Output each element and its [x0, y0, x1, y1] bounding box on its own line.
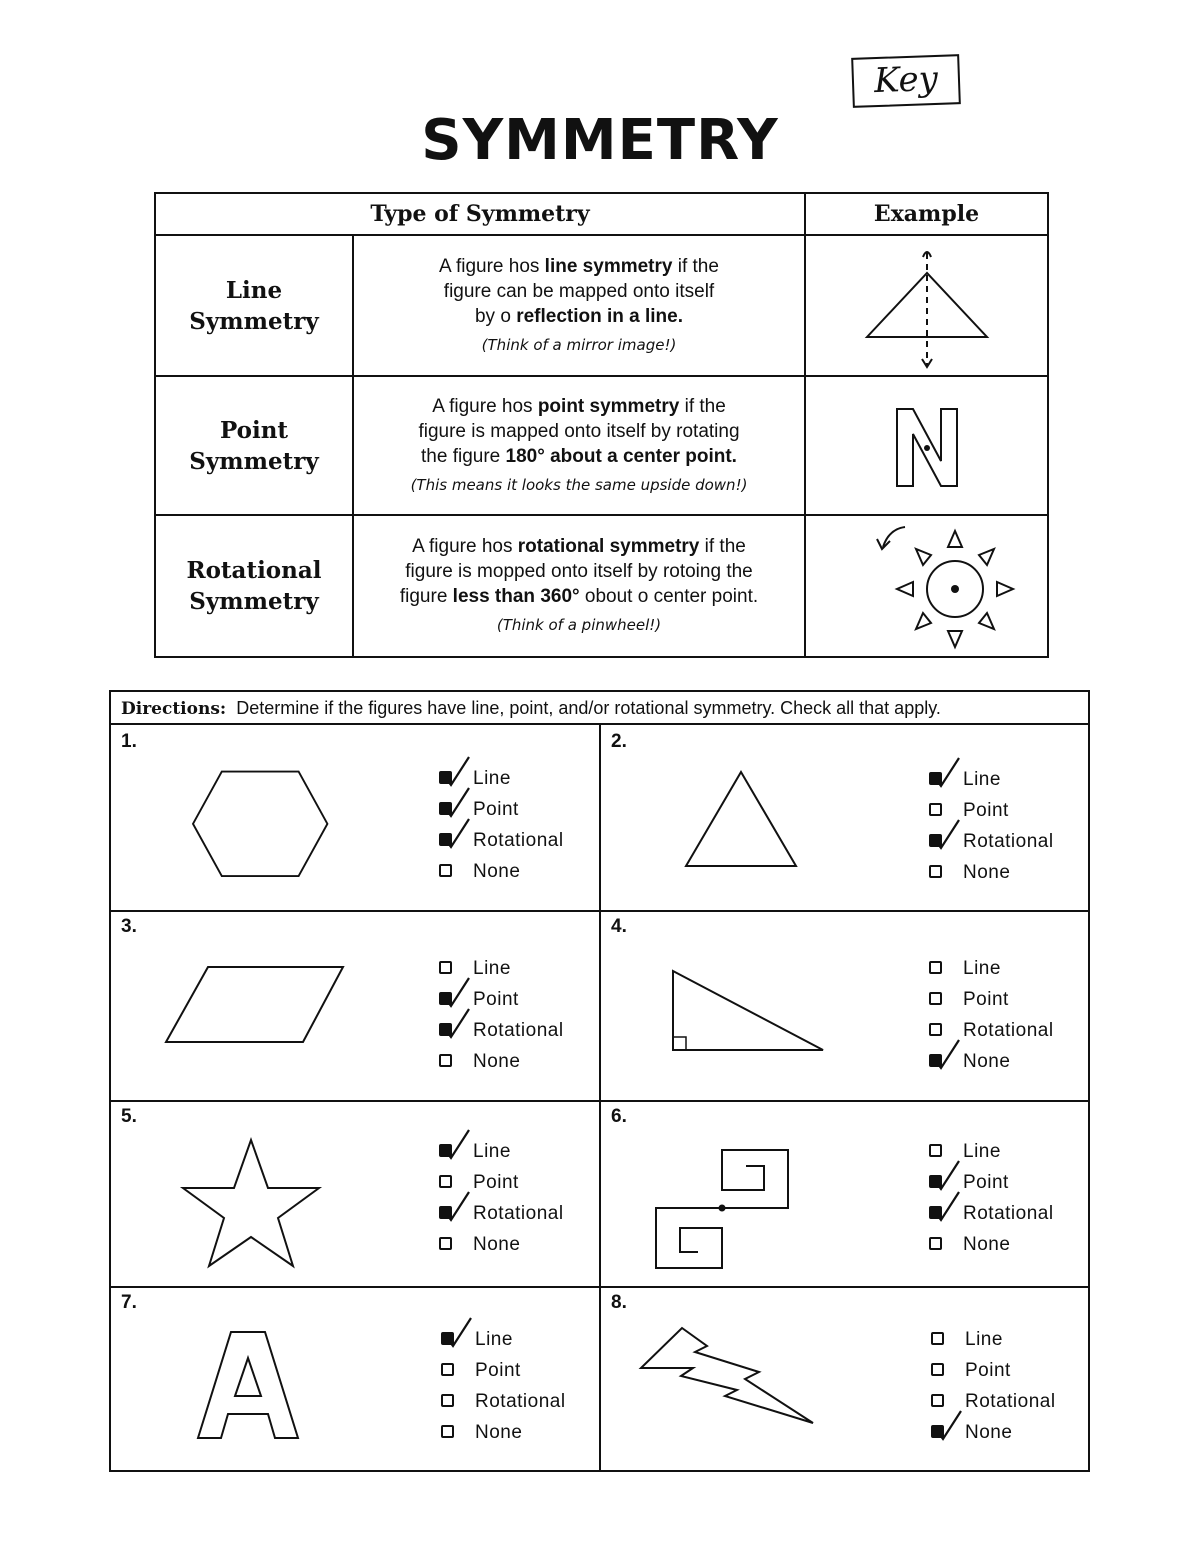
- check-mark-icon: [443, 1007, 471, 1041]
- option-label: Point: [475, 1360, 521, 1381]
- symmetry-options: [931, 1324, 1056, 1448]
- triangle-icon: [684, 767, 814, 872]
- option-label: Point: [965, 1360, 1011, 1381]
- exercise-cell: [111, 1288, 599, 1470]
- exercise-number: 3.: [121, 916, 137, 937]
- symmetry-options: [929, 1136, 1054, 1260]
- symmetry-options: [441, 1324, 566, 1448]
- checkbox[interactable]: [439, 1054, 452, 1067]
- option-label: Rotational: [473, 1020, 564, 1041]
- option-label: Rotational: [475, 1391, 566, 1412]
- option-rotational[interactable]: [929, 826, 1054, 857]
- page-title: SYMMETRY: [421, 108, 779, 173]
- option-label: Point: [473, 1172, 519, 1193]
- option-label: None: [963, 1051, 1011, 1072]
- option-label: Line: [473, 768, 511, 789]
- option-line[interactable]: [931, 1324, 1056, 1355]
- option-label: Point: [963, 800, 1009, 821]
- key-stamp: Key: [851, 54, 961, 108]
- checkbox[interactable]: [441, 1425, 454, 1438]
- check-mark-icon: [933, 1190, 961, 1224]
- checkbox[interactable]: [929, 1144, 942, 1157]
- exercise-cell: [601, 912, 1088, 1100]
- point-symmetry-definition: A figure hos point symmetry if the figure is mapped onto itself by rotating the figure 180° about a center point. (This means it looks the same upside down!): [353, 376, 805, 515]
- option-label: None: [473, 1051, 521, 1072]
- option-rotational[interactable]: [439, 1015, 564, 1046]
- right-triangle-icon: [669, 967, 829, 1057]
- option-none[interactable]: [439, 856, 564, 887]
- option-label: Rotational: [965, 1391, 1056, 1412]
- option-line[interactable]: [929, 764, 1054, 795]
- checkbox[interactable]: [929, 992, 942, 1005]
- checkbox[interactable]: [931, 1332, 944, 1345]
- symmetry-options: [439, 953, 564, 1077]
- rotational-symmetry-definition: A figure hos rotational symmetry if the figure is mopped onto itself by rotoing the figure less than 360° obout o center point. (Think of a pinwheel!): [353, 515, 805, 657]
- exercise-number: 4.: [611, 916, 627, 937]
- option-label: Line: [965, 1329, 1003, 1350]
- option-label: Line: [473, 958, 511, 979]
- lightning-bolt-icon: [637, 1324, 817, 1429]
- exercise-cell: [111, 727, 599, 910]
- hexagon-icon: [189, 764, 339, 884]
- option-label: Point: [963, 989, 1009, 1010]
- checkbox[interactable]: [439, 961, 452, 974]
- option-line[interactable]: [929, 953, 1054, 984]
- example-header: Example: [805, 193, 1048, 235]
- symmetry-options: [929, 764, 1054, 888]
- option-label: Point: [963, 1172, 1009, 1193]
- option-label: None: [963, 862, 1011, 883]
- exercise-cell: [601, 1288, 1088, 1470]
- option-label: Line: [963, 769, 1001, 790]
- triangle-figure: [684, 767, 814, 877]
- check-mark-icon: [443, 1128, 471, 1162]
- option-label: Line: [473, 1141, 511, 1162]
- hexagon-figure: [189, 764, 339, 889]
- line-symmetry-example: [805, 235, 1048, 376]
- option-point[interactable]: [931, 1355, 1056, 1386]
- rotational-symmetry-example: [805, 515, 1048, 657]
- checkbox[interactable]: [929, 1023, 942, 1036]
- star-icon: [179, 1136, 324, 1271]
- parallelogram-figure: [163, 962, 348, 1052]
- triangle-reflection-icon: [837, 241, 1017, 371]
- option-rotational[interactable]: [929, 1198, 1054, 1229]
- option-line[interactable]: [439, 1136, 564, 1167]
- exercise-number: 5.: [121, 1106, 137, 1127]
- option-none[interactable]: [439, 1229, 564, 1260]
- checkbox[interactable]: [929, 1237, 942, 1250]
- checkbox[interactable]: [439, 1175, 452, 1188]
- exercise-cell: [111, 1102, 599, 1286]
- option-label: Rotational: [963, 831, 1054, 852]
- check-mark-icon: [935, 1409, 963, 1443]
- checkbox[interactable]: [931, 1363, 944, 1376]
- check-mark-icon: [443, 976, 471, 1010]
- parallelogram-icon: [163, 962, 348, 1047]
- check-mark-icon: [933, 818, 961, 852]
- option-label: Point: [473, 989, 519, 1010]
- option-none[interactable]: [929, 1229, 1054, 1260]
- checkbox[interactable]: [441, 1363, 454, 1376]
- exercise-cell: [111, 912, 599, 1100]
- spiral-icon: [654, 1144, 804, 1274]
- point-symmetry-row: [155, 376, 1048, 515]
- check-mark-icon: [443, 755, 471, 789]
- checkbox[interactable]: [929, 865, 942, 878]
- lightning-bolt-figure: [637, 1324, 817, 1434]
- check-mark-icon: [443, 817, 471, 851]
- exercise-number: 2.: [611, 731, 627, 752]
- check-mark-icon: [445, 1316, 473, 1350]
- option-none[interactable]: [929, 857, 1054, 888]
- exercise-number: 8.: [611, 1292, 627, 1313]
- checkbox[interactable]: [929, 961, 942, 974]
- option-none[interactable]: [931, 1417, 1056, 1448]
- check-mark-icon: [933, 1038, 961, 1072]
- option-label: None: [473, 861, 521, 882]
- check-mark-icon: [443, 1190, 471, 1224]
- rotational-symmetry-name: Rotational Symmetry: [155, 515, 353, 657]
- point-symmetry-name: Point Symmetry: [155, 376, 353, 515]
- option-line[interactable]: [441, 1324, 566, 1355]
- option-label: None: [473, 1234, 521, 1255]
- symmetry-options: [929, 953, 1054, 1077]
- option-point[interactable]: [929, 984, 1054, 1015]
- checkbox[interactable]: [441, 1394, 454, 1407]
- letter-n-icon: [837, 391, 1017, 501]
- option-label: Rotational: [473, 1203, 564, 1224]
- option-label: None: [475, 1422, 523, 1443]
- spiral-figure: [654, 1144, 804, 1279]
- exercise-number: 6.: [611, 1106, 627, 1127]
- option-none[interactable]: [929, 1046, 1054, 1077]
- option-label: None: [965, 1422, 1013, 1443]
- directions: Directions: Determine if the figures have line, point, and/or rotational symmetry. Check all that apply.: [111, 692, 1088, 725]
- sun-rotation-icon: [827, 521, 1027, 651]
- option-label: Point: [473, 799, 519, 820]
- option-label: Line: [963, 1141, 1001, 1162]
- option-label: Rotational: [963, 1203, 1054, 1224]
- option-label: None: [963, 1234, 1011, 1255]
- symmetry-options: [439, 763, 564, 887]
- exercise-number: 7.: [121, 1292, 137, 1313]
- point-symmetry-example: [805, 376, 1048, 515]
- checkbox[interactable]: [439, 864, 452, 877]
- exercise-cell: [601, 727, 1088, 910]
- option-label: Line: [963, 958, 1001, 979]
- definitions-table: [154, 192, 1049, 658]
- line-symmetry-name: Line Symmetry: [155, 235, 353, 376]
- rotational-symmetry-row: [155, 515, 1048, 657]
- line-symmetry-row: [155, 235, 1048, 376]
- option-label: Rotational: [473, 830, 564, 851]
- checkbox[interactable]: [929, 803, 942, 816]
- option-label: Rotational: [963, 1020, 1054, 1041]
- option-point[interactable]: [441, 1355, 566, 1386]
- letter-a-figure: [193, 1328, 303, 1448]
- option-rotational[interactable]: [439, 825, 564, 856]
- exercise-number: 1.: [121, 731, 137, 752]
- option-rotational[interactable]: [439, 1198, 564, 1229]
- exercise-cell: [601, 1102, 1088, 1286]
- letter-a-icon: [193, 1328, 303, 1443]
- option-label: Line: [475, 1329, 513, 1350]
- exercise-grid: [109, 690, 1090, 1472]
- star-figure: [179, 1136, 324, 1276]
- check-mark-icon: [443, 786, 471, 820]
- line-symmetry-definition: A figure hos line symmetry if the figure can be mapped onto itself by o reflection in a line. (Think of a mirror image!): [353, 235, 805, 376]
- option-none[interactable]: [441, 1417, 566, 1448]
- symmetry-options: [439, 1136, 564, 1260]
- check-mark-icon: [933, 1159, 961, 1193]
- check-mark-icon: [933, 756, 961, 790]
- right-triangle-figure: [669, 967, 829, 1062]
- checkbox[interactable]: [439, 1237, 452, 1250]
- option-rotational[interactable]: [441, 1386, 566, 1417]
- checkbox[interactable]: [931, 1394, 944, 1407]
- option-none[interactable]: [439, 1046, 564, 1077]
- type-of-symmetry-header: Type of Symmetry: [155, 193, 805, 235]
